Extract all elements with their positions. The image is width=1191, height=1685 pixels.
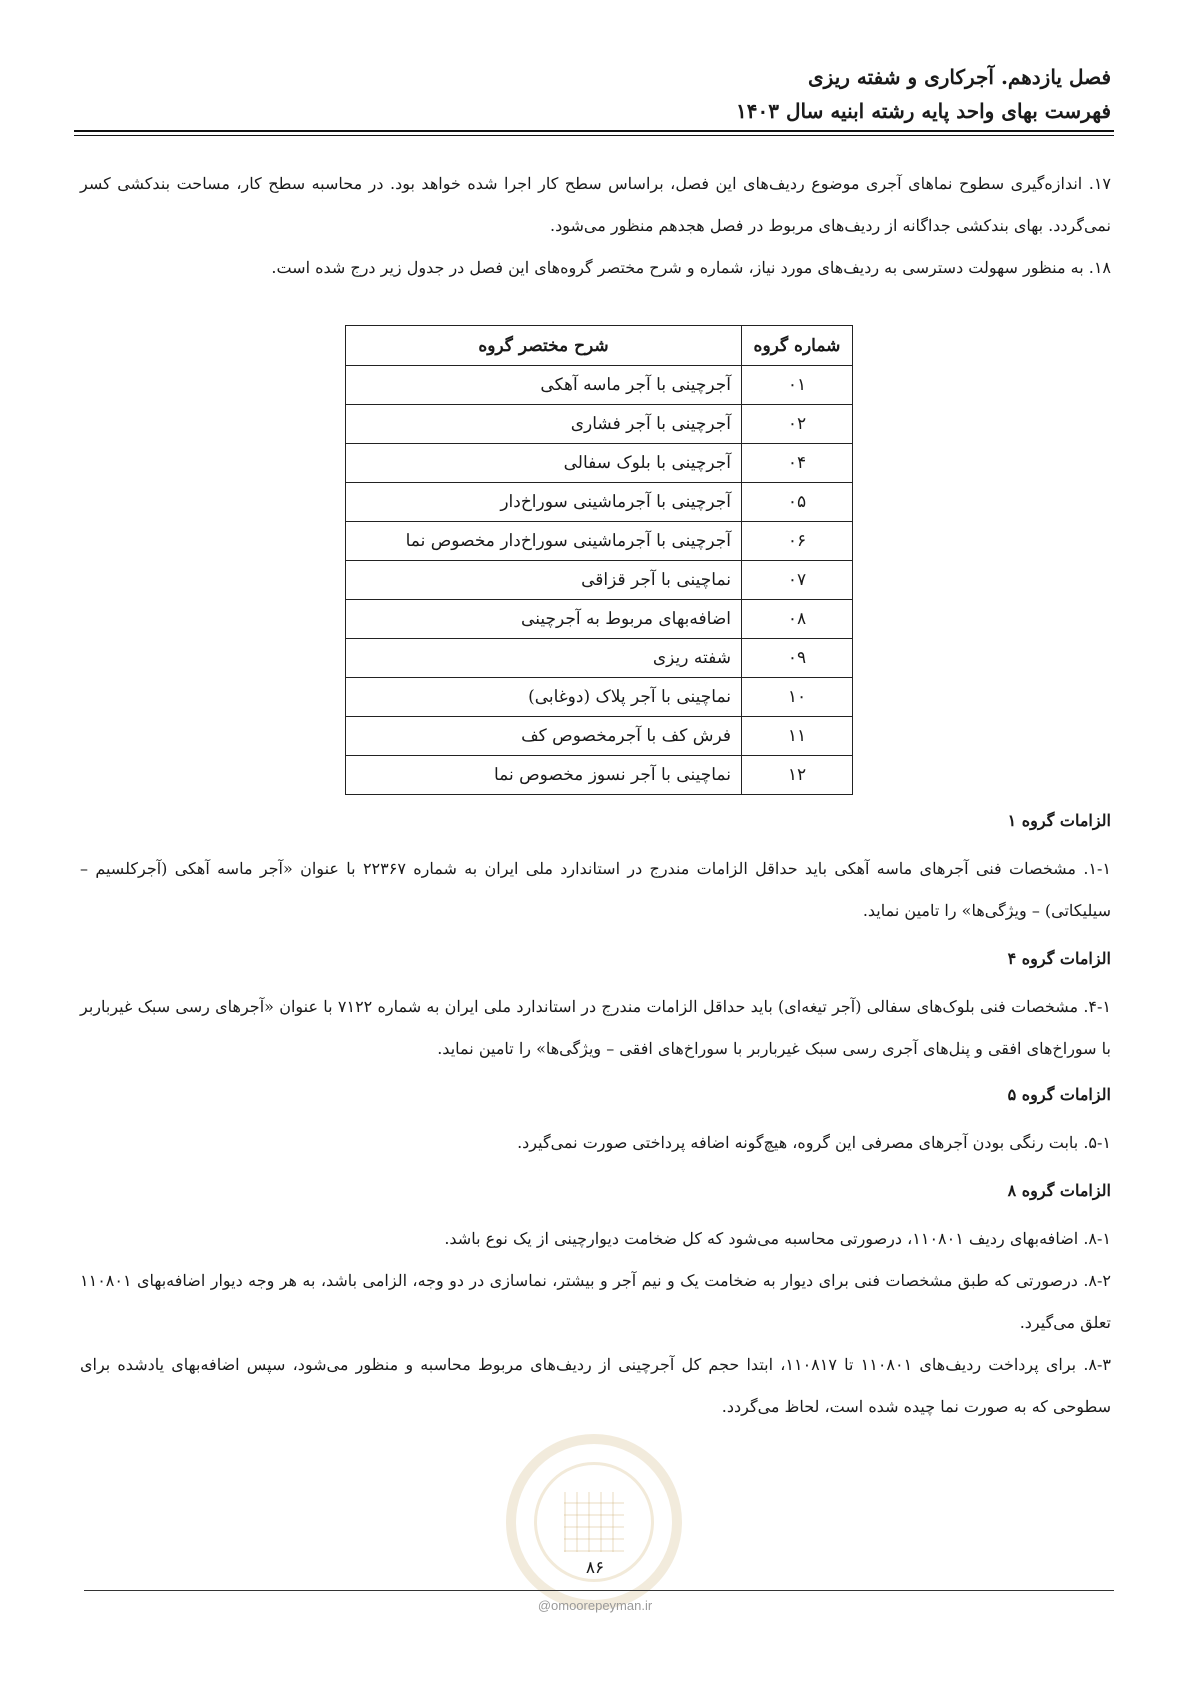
section-paragraph: ۱-۱. مشخصات فنی آجرهای ماسه آهکی باید حداقل الزامات مندرج در استاندارد ملی ایران به شماره ۲۲۳۶۷ با عنوان «آجر ماسه آهکی (آجرکلسیم – سیلیکاتی) – ویژگی‌ها» را تامین نماید.	[80, 859, 1111, 920]
table-row	[346, 405, 853, 444]
group-description-cell: نماچینی با آجر قزاقی	[346, 561, 742, 600]
group-description-cell: آجرچینی با آجرماشینی سوراخ‌دار مخصوص نما	[346, 522, 742, 561]
intro-paragraphs	[80, 163, 1111, 289]
group-description-cell: آجرچینی با آجر ماسه آهکی	[346, 366, 742, 405]
chapter-title: فصل یازدهم. آجرکاری و شفته ریزی	[808, 65, 1111, 89]
paragraph-18: ۱۸. به منظور سهولت دسترسی به ردیف‌های مورد نیاز، شماره و شرح مختصر گروه‌های این فصل در جدول زیر درج شده است.	[271, 258, 1111, 277]
section-title: الزامات گروه ۴	[1007, 949, 1111, 968]
section-group-1	[80, 808, 1111, 932]
group-number-cell: ۰۹	[742, 639, 853, 678]
group-description-cell: فرش کف با آجرمخصوص کف	[346, 717, 742, 756]
group-table	[345, 325, 853, 795]
group-description-cell: نماچینی با آجر پلاک (دوغابی)	[346, 678, 742, 717]
header-group-description: شرح مختصر گروه	[346, 326, 742, 366]
section-group-4	[80, 946, 1111, 1070]
group-number-cell: ۰۴	[742, 444, 853, 483]
table-row	[346, 756, 853, 795]
table-row	[346, 600, 853, 639]
header-rule-thick	[74, 130, 1114, 132]
table-body	[346, 366, 853, 795]
section-title: الزامات گروه ۵	[1007, 1085, 1111, 1104]
table-row	[346, 561, 853, 600]
group-description-cell: شفته ریزی	[346, 639, 742, 678]
group-number-cell: ۰۱	[742, 366, 853, 405]
paragraph-17: ۱۷. اندازه‌گیری سطوح نماهای آجری موضوع ردیف‌های این فصل، براساس سطح کار اجرا شده خواهد بود. در محاسبه سطح کار، مساحت بندکشی کسر نمی‌گردد. بهای بندکشی جداگانه از ردیف‌های مربوط در فصل هجدهم منظور می‌شود.	[80, 174, 1111, 235]
section-paragraph: ۸-۲. درصورتی که طبق مشخصات فنی برای دیوار به ضخامت یک و نیم آجر و بیشتر، نماسازی در دو وجه، الزامی باشد، به هر وجه دیوار اضافه‌بهای ۱۱۰۸۰۱ تعلق می‌گیرد.	[80, 1271, 1111, 1332]
header-rule-thin	[74, 135, 1114, 136]
group-number-cell: ۰۲	[742, 405, 853, 444]
section-title: الزامات گروه ۱	[1007, 811, 1111, 830]
group-description-cell: آجرچینی با بلوک سفالی	[346, 444, 742, 483]
watermark-site-text: @omoorepeyman.ir	[537, 1598, 653, 1613]
section-paragraph: ۵-۱. بابت رنگی بودن آجرهای مصرفی این گروه، هیچ‌گونه اضافه پرداختی صورت نمی‌گیرد.	[517, 1133, 1111, 1152]
footer-rule	[84, 1590, 1114, 1591]
section-paragraph: ۸-۳. برای پرداخت ردیف‌های ۱۱۰۸۰۱ تا ۱۱۰۸۱۷، ابتدا حجم کل آجرچینی از ردیف‌های مربوط محاسبه و منظور می‌شود، سپس اضافه‌بهای یادشده برای سطوحی که به صورت نما چیده شده است، لحاظ می‌گردد.	[80, 1355, 1111, 1416]
table-row	[346, 639, 853, 678]
page-number: ۸۶	[585, 1558, 605, 1578]
group-description-cell: آجرچینی با آجر فشاری	[346, 405, 742, 444]
section-paragraph: ۴-۱. مشخصات فنی بلوک‌های سفالی (آجر تیغه‌ای) باید حداقل الزامات مندرج در استاندارد ملی ایران به شماره ۷۱۲۲ با عنوان «آجرهای رسی سبک غیرباربر با سوراخ‌های افقی و پنل‌های آجری رسی سبک غیرباربر با سوراخ‌های افقی – ویژگی‌ها» را تامین نماید.	[80, 997, 1112, 1058]
price-list-title: فهرست بهای واحد پایه رشته ابنیه سال ۱۴۰۳	[736, 99, 1111, 123]
table-row	[346, 717, 853, 756]
group-number-cell: ۱۱	[742, 717, 853, 756]
group-description-cell: اضافه‌بهای مربوط به آجرچینی	[346, 600, 742, 639]
group-number-cell: ۰۸	[742, 600, 853, 639]
section-group-5	[80, 1082, 1111, 1164]
watermark-seal-icon	[506, 1434, 682, 1610]
table-header-row	[346, 326, 853, 366]
table-row	[346, 522, 853, 561]
group-number-cell: ۱۲	[742, 756, 853, 795]
header-group-number: شماره گروه	[742, 326, 853, 366]
section-paragraph: ۸-۱. اضافه‌بهای ردیف ۱۱۰۸۰۱، درصورتی محاسبه می‌شود که کل ضخامت دیوارچینی از یک نوع باشد.	[444, 1229, 1111, 1248]
group-description-cell: آجرچینی با آجرماشینی سوراخ‌دار	[346, 483, 742, 522]
watermark-grid	[564, 1492, 624, 1552]
group-number-cell: ۰۵	[742, 483, 853, 522]
group-number-cell: ۰۷	[742, 561, 853, 600]
section-title: الزامات گروه ۸	[1007, 1181, 1111, 1200]
group-number-cell: ۱۰	[742, 678, 853, 717]
table-row	[346, 444, 853, 483]
group-number-cell: ۰۶	[742, 522, 853, 561]
page-header	[80, 60, 1111, 128]
table-row	[346, 366, 853, 405]
table-row	[346, 678, 853, 717]
group-description-cell: نماچینی با آجر نسوز مخصوص نما	[346, 756, 742, 795]
section-group-8	[80, 1178, 1111, 1428]
table-row	[346, 483, 853, 522]
